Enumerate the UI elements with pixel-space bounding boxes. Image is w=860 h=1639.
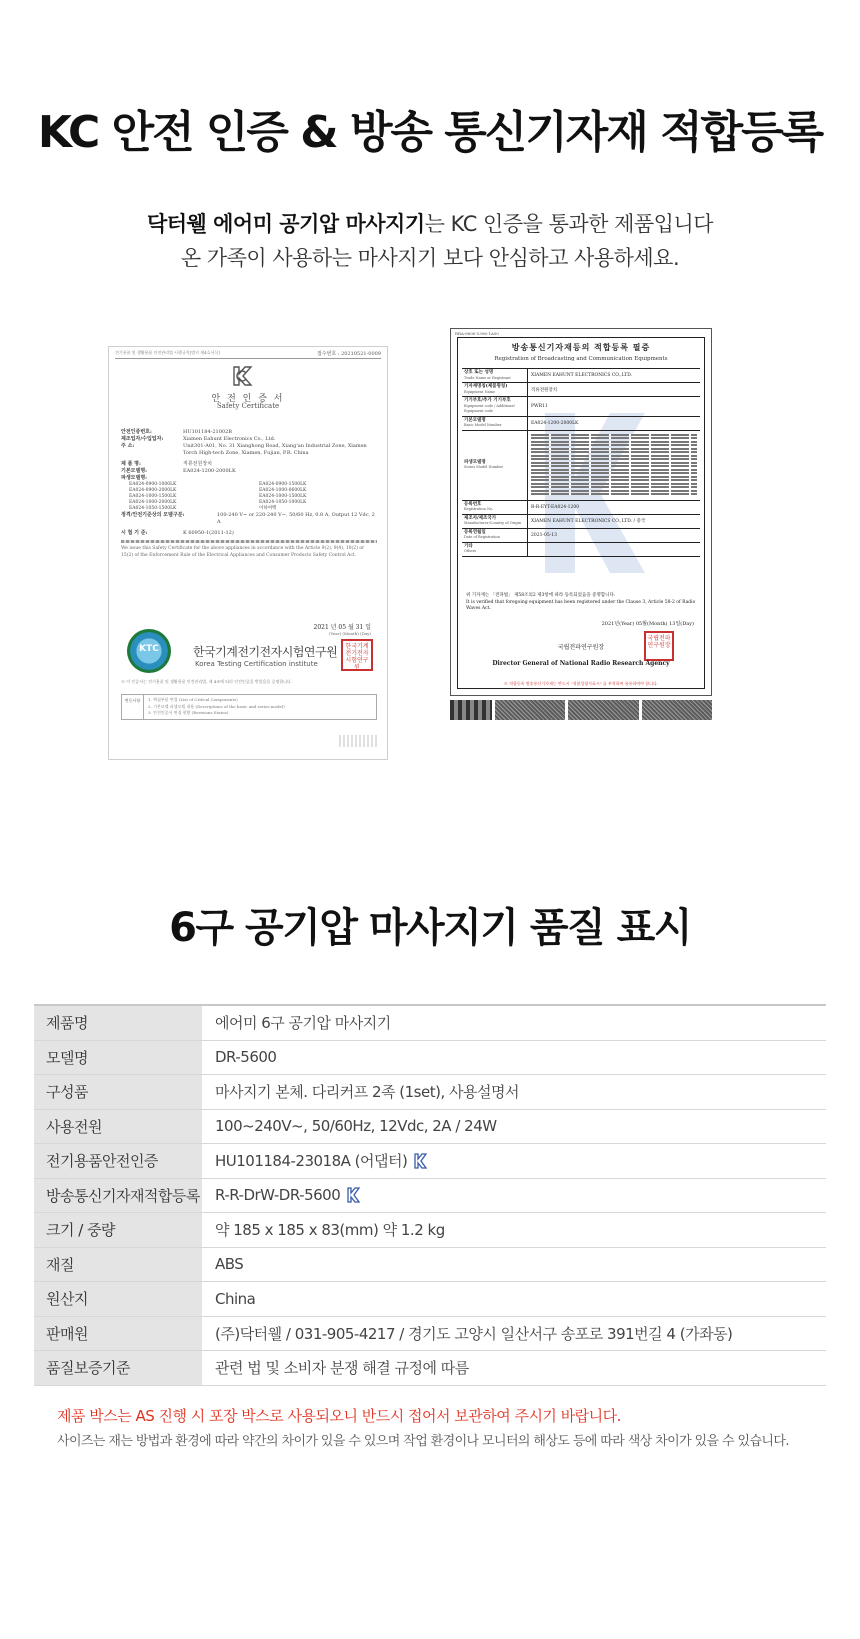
- cert-change-box: 변동사항 1. 핵심부품 변경 (List of Critical Components) 2. 기본모델·파생모델 내용 (Descriptions of the basic and series model) 3. 안전인증서 변경 현황 (Revisions Status): [121, 694, 377, 720]
- spec-value-cell: [202, 1179, 826, 1213]
- reg-row: 상호 또는 성명 Trade Name or Registrant XIAMEN EAHUNT ELECTRONICS CO.,LTD.: [462, 369, 700, 383]
- spec-value: (주)닥터웰 / 031-905-4217 / 경기도 고양시 일산서구 송포로 391번길 4 (가좌동): [215, 1324, 733, 1343]
- reg-row: 파생모델명 Series Model Number: [462, 431, 700, 501]
- official-stamp: 국립전파연구원장: [644, 631, 674, 661]
- spec-value: 약 185 x 185 x 83(mm) 약 1.2 kg: [215, 1221, 445, 1240]
- spec-value: 마사지기 본체. 다리커프 2족 (1set), 사용설명서: [215, 1083, 519, 1102]
- spec-row: [34, 1248, 826, 1283]
- series-models: EA024-0900-1000LK EA024-0900-2000LK EA024-1000-1500LK EA024-1000-2000LK EA024-1050-1500LK EA024-0900-1500LK EA024-1000-0600LK EA024-1000-1500LK EA024-1050-1000LK 이하여백: [129, 482, 307, 511]
- cert-row: 제조업자/수입업자: Xiamen Eahunt Electronics Co., Ltd.: [121, 436, 276, 442]
- intro-line-1: [0, 208, 860, 238]
- quality-section-title: 6구 공기압 마사지기 품질 표시: [169, 905, 691, 951]
- cert-row: 시 험 기 준: K 60950-1(2011-12): [121, 530, 234, 536]
- reg-row: 등록연월일 Date of Registration 2021-05-13: [462, 529, 700, 543]
- cert-divider: [115, 358, 381, 359]
- cert-paragraph: We issue this Safety Certificate for the above appliances in accordance with the Article 9(2), 9(4), 10(2) or 15(2) of the Enforcement Rule of the Electrical Appliances and Consumer Products Safety Control Act.: [121, 546, 365, 558]
- spec-label: 원산지: [34, 1282, 202, 1316]
- reg-verify-text: 위 기자재는 「전파법」 제58조의2 제3항에 따라 등록되었음을 증명합니다. It is verified that foregoing equipment has been registered under the Clause 3, Article 58-2 of Radio Waves Act.: [466, 593, 696, 611]
- spec-label: 모델명: [34, 1041, 202, 1075]
- spec-value: HU101184-23018A (어댑터): [215, 1152, 408, 1171]
- spec-value-cell: [202, 1110, 826, 1144]
- spec-row: [34, 1317, 826, 1352]
- cert-divider: [121, 540, 377, 543]
- cert-row: 정격/안전기준상의 모델구분: 100-240 V~ or 220-240 V~, 50/60 Hz, 0.8 A, Output 12 Vdc, 2 A: [121, 512, 375, 525]
- cert-header-note: 전기용품 및 생활용품 안전관리법 시행규칙[별지 제4호서식]: [115, 350, 220, 355]
- spec-value-cell: [202, 1041, 826, 1075]
- spec-value-cell: [202, 1144, 826, 1178]
- spec-label: 사용전원: [34, 1110, 202, 1144]
- spec-value-cell: [202, 1351, 826, 1385]
- spec-label: 구성품: [34, 1075, 202, 1109]
- cert-rows: [121, 429, 377, 559]
- cert-row: 제 품 명: 직류전원장치: [121, 461, 212, 467]
- spec-value-cell: [202, 1248, 826, 1282]
- spec-value: R-R-DrW-DR-5600: [215, 1186, 341, 1205]
- spec-row: [34, 1213, 826, 1248]
- kc-mark-icon: [231, 365, 255, 387]
- reg-code: RRA-8806-5396-1A00: [455, 331, 499, 336]
- box-notice: 제품 박스는 AS 진행 시 포장 박스로 사용되오니 반드시 접어서 보관하여 주시기 바랍니다.: [57, 1407, 621, 1425]
- cert-date-sub: (Year) (Month) (Day): [329, 631, 371, 636]
- spec-row: [34, 1282, 826, 1317]
- spec-value: 관련 법 및 소비자 분쟁 해결 규정에 따름: [215, 1359, 469, 1378]
- certificate-thumbnails: [450, 700, 712, 720]
- kc-section-title: KC 안전 인증 & 방송 통신기자재 적합등록: [37, 107, 823, 158]
- reg-row: 기기부호/추가 기기부호 Equipment code / Additional Equipment code PWR11: [462, 397, 700, 417]
- spec-value: China: [215, 1289, 256, 1308]
- cert-row: 안전인증번호: HU101184-21002B: [121, 429, 232, 435]
- cert-organization-en: Korea Testing Certification institute: [195, 660, 318, 668]
- thumbnail: [642, 700, 712, 720]
- cert-row: 주 소: Unit301-A01, No. 31 Xianghong Road, Xiang'an Industrial Zone, Xiamen: [121, 443, 367, 449]
- cert-row: Torch High-tech Zone, Xiamen, Fujian, P.R. China: [183, 450, 309, 456]
- thumbnail: [568, 700, 638, 720]
- thumbnail: [495, 700, 565, 720]
- official-stamp: 한국기계전기전자시험연구원: [341, 639, 373, 671]
- spec-row: [34, 1179, 826, 1214]
- spec-label: 전기용품안전인증: [34, 1144, 202, 1178]
- cert-row: 파생모델명:: [121, 475, 147, 481]
- spec-value-cell: [202, 1006, 826, 1040]
- registration-certificate-image: [450, 328, 712, 728]
- series-model-list: [528, 431, 700, 500]
- spec-table: [34, 1004, 826, 1386]
- spec-row: [34, 1006, 826, 1041]
- spec-row: [34, 1351, 826, 1386]
- reg-row: 제조자/제조국가 Manufacturer/Country of Origin XIAMEN EAHUNT ELECTRONICS CO.,LTD. / 중국: [462, 515, 700, 529]
- spec-label: 크기 / 중량: [34, 1213, 202, 1247]
- cert-title-kr: 안 전 인 증 서: [211, 394, 285, 404]
- spec-value: 에어미 6구 공기압 마사지기: [215, 1014, 391, 1033]
- reg-row: 기타 Others: [462, 543, 700, 557]
- reg-title-en: Registration of Broadcasting and Communication Equipments: [494, 356, 668, 362]
- spec-row: [34, 1144, 826, 1179]
- reg-row: 등록번호 Registration No. R-R-EYT-EA024-1200: [462, 501, 700, 515]
- spec-value: DR-5600: [215, 1048, 277, 1067]
- spec-label: 재질: [34, 1248, 202, 1282]
- watermark-dots: [339, 735, 379, 747]
- spec-label: 제품명: [34, 1006, 202, 1040]
- spec-row: [34, 1075, 826, 1110]
- spec-value-cell: [202, 1317, 826, 1351]
- cert-receipt-no: 접수번호 : 20210521-0009: [316, 351, 381, 357]
- spec-value-cell: [202, 1282, 826, 1316]
- reg-table: [462, 368, 700, 557]
- reg-director-en: Director General of National Radio Research Agency: [492, 660, 670, 667]
- cert-date: 2021 년 05 월 31 일: [313, 624, 371, 631]
- spec-value-cell: [202, 1213, 826, 1247]
- thumbnail: [450, 700, 492, 720]
- spec-row: [34, 1110, 826, 1145]
- reg-date: 2021년(Year) 05월(Month) 13일(Day): [601, 621, 694, 627]
- reg-title-kr: 방송통신기자재등의 적합등록 필증: [511, 342, 651, 352]
- spec-label: 방송통신기자재적합등록: [34, 1179, 202, 1213]
- kc-mark-icon: [347, 1187, 360, 1203]
- intro-line-2: 온 가족이 사용하는 마사지기 보다 안심하고 사용하세요.: [180, 246, 680, 270]
- spec-value: 100~240V~, 50/60Hz, 12Vdc, 2A / 24W: [215, 1117, 497, 1136]
- reg-director-kr: 국립전파연구원장: [557, 644, 605, 651]
- kc-mark-icon: [414, 1153, 427, 1169]
- cert-organization-kr: 한국기계전기전자시험연구원: [193, 645, 338, 659]
- size-color-notice: 사이즈는 재는 방법과 환경에 따라 약간의 차이가 있을 수 있으며 작업 환경이나 모니터의 해상도 등에 따라 색상 차이가 있을 수 있습니다.: [57, 1434, 789, 1449]
- reg-warning: ※ 적합등록 방송통신기자재는 반드시 "적합성평가표시" 를 부착하여 유통하여야 합니다.: [503, 681, 659, 686]
- ktc-logo: KTC: [127, 629, 171, 673]
- cert-row: 기본모델명: EA024-1200-2000LK: [121, 468, 236, 474]
- intro-rest: 는 KC 인증을 통과한 제품입니다: [424, 212, 714, 236]
- spec-label: 판매원: [34, 1317, 202, 1351]
- reg-row: 기자재명칭(제품명칭) Equipment Name 직류전원장치: [462, 383, 700, 397]
- spec-row: [34, 1041, 826, 1076]
- spec-label: 품질보증기준: [34, 1351, 202, 1385]
- cert-note: ※ 이 인증서는 전기용품 및 생활용품 안전관리법, 제 4조에 따라 안전인증을 받았음을 증명합니다.: [121, 679, 293, 684]
- spec-value-cell: [202, 1075, 826, 1109]
- reg-row: 기본모델명 Basic Model Number EA024-1200-2000LK: [462, 417, 700, 431]
- intro-product-name: 닥터웰 에어미 공기압 마사지기: [146, 212, 425, 236]
- spec-value: ABS: [215, 1255, 244, 1274]
- safety-certificate-image: [108, 346, 388, 760]
- cert-title-en: Safety Certificate: [216, 402, 280, 410]
